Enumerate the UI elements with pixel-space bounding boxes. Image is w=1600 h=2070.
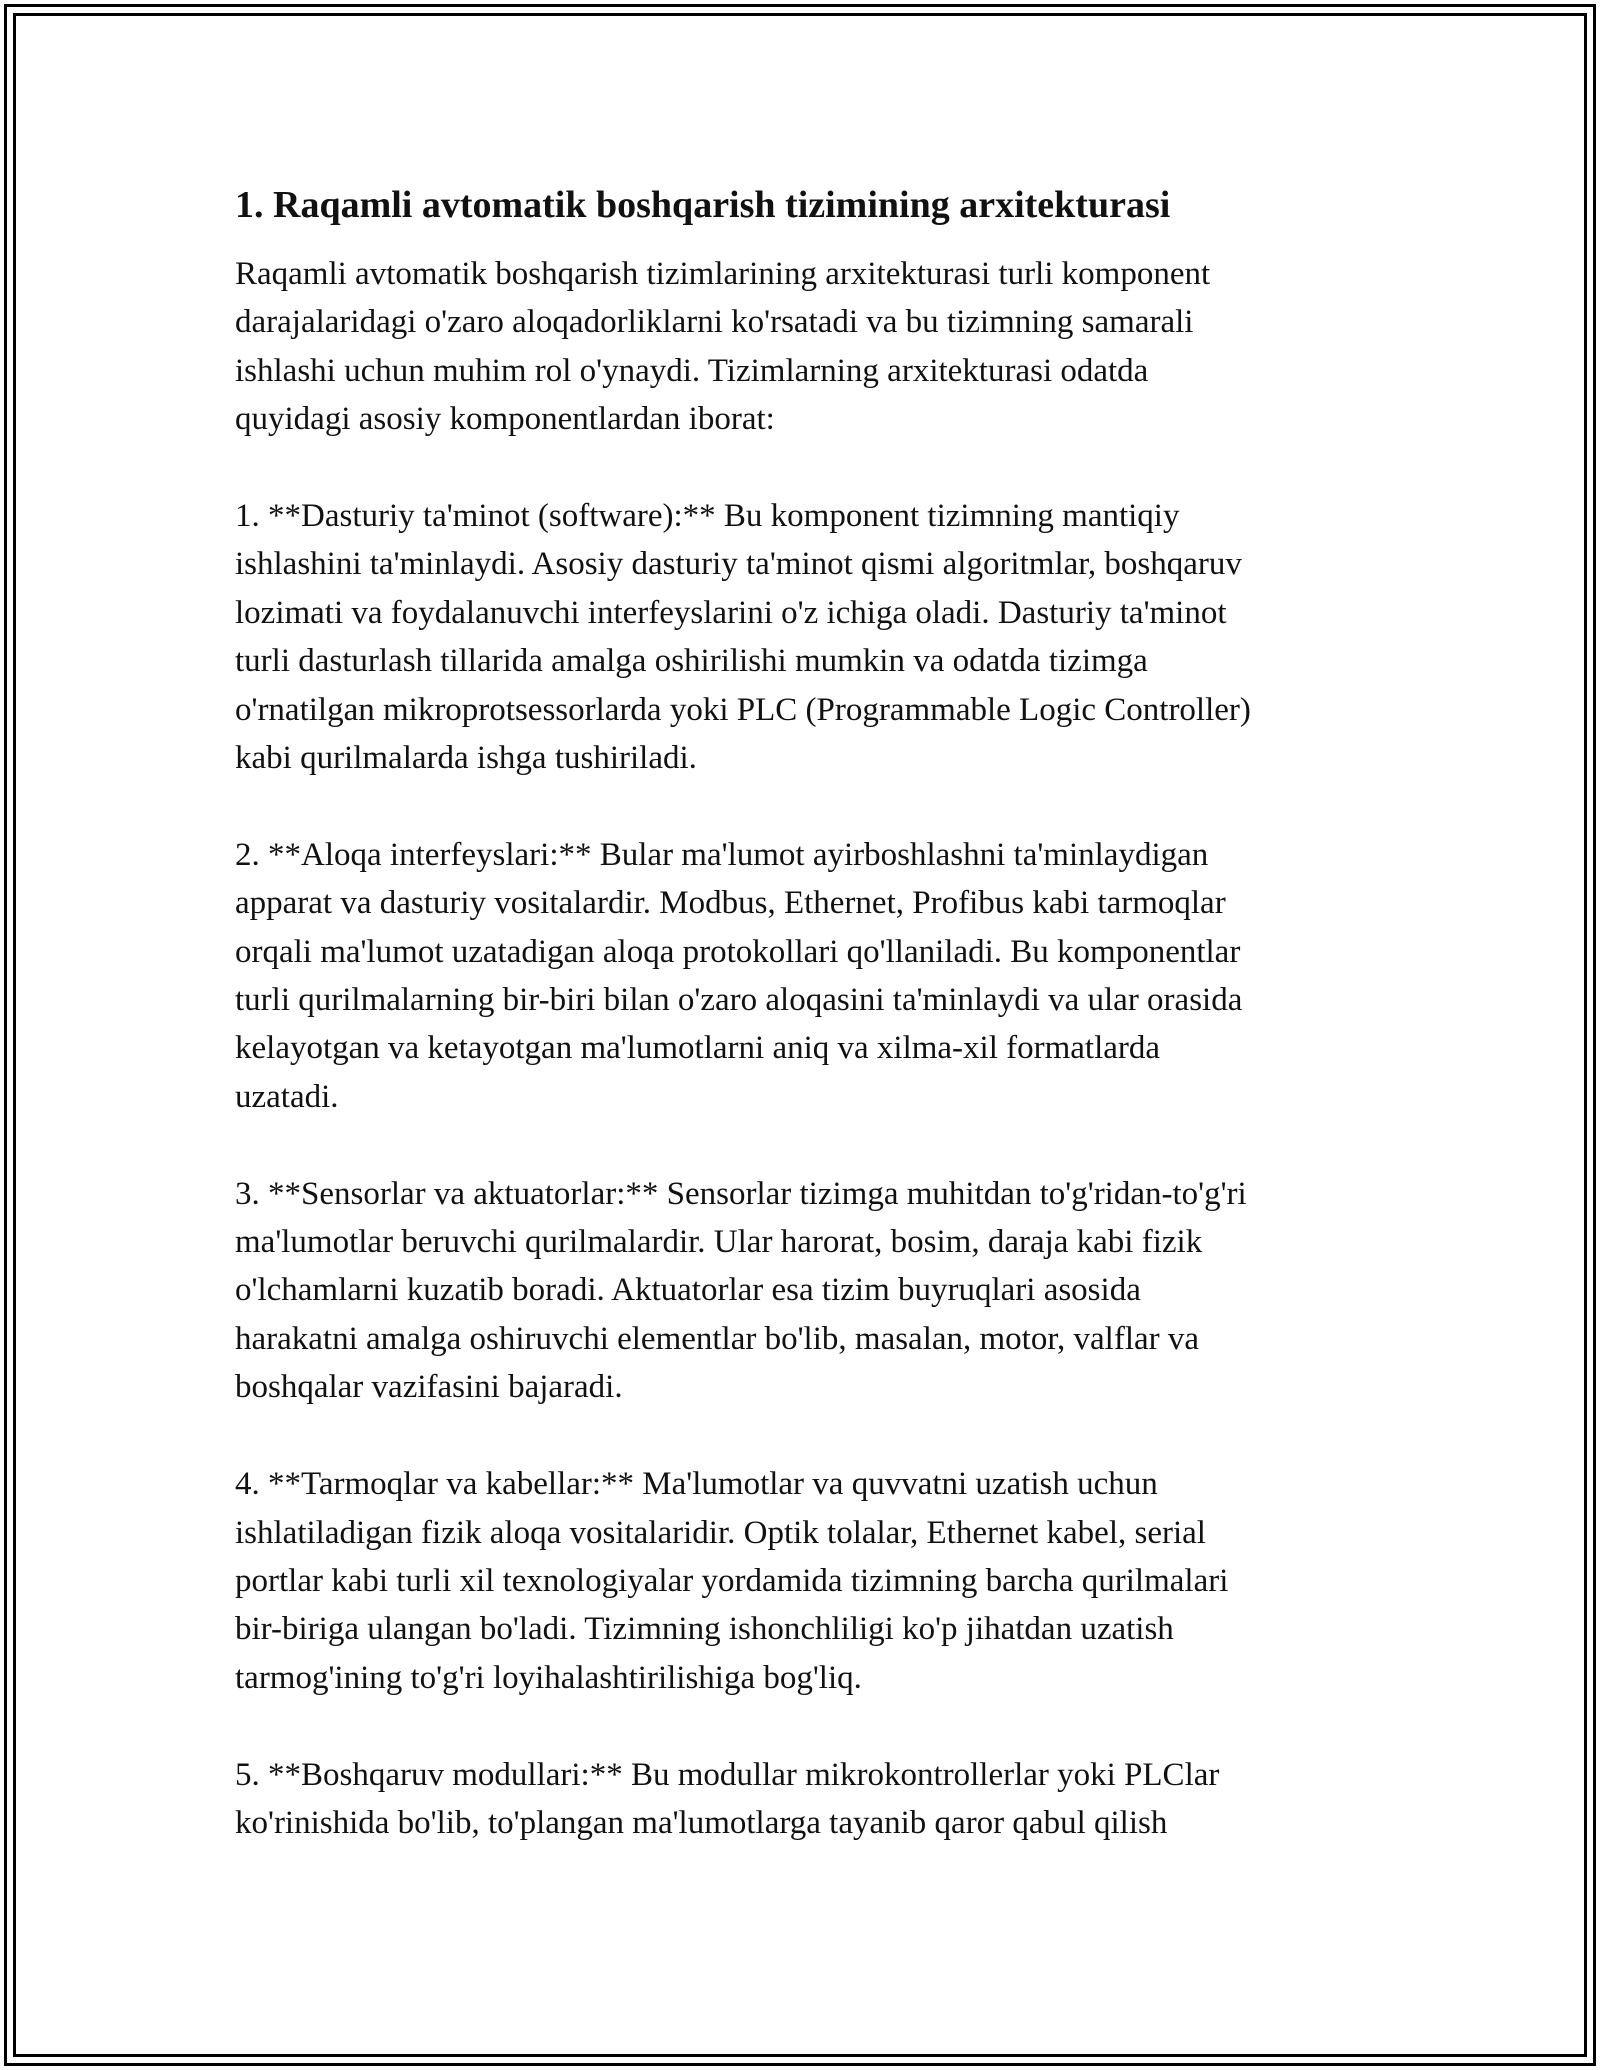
paragraph-line: bir-biriga ulangan bo'ladi. Tizimning ishonchliligi ko'p jihatdan uzatish xyxy=(235,1611,1174,1648)
paragraph-line: 2. **Aloqa interfeyslari:** Bular ma'lumot ayirboshlashni ta'minlaydigan xyxy=(235,836,1209,873)
paragraph-line: tarmog'ining to'g'ri loyihalashtirilishiga bog'liq. xyxy=(235,1659,862,1696)
paragraph-line: o'rnatilgan mikroprotsessorlarda yoki PLC (Programmable Logic Controller) xyxy=(235,691,1251,728)
paragraph-line: kabi qurilmalarda ishga tushiriladi. xyxy=(235,740,697,777)
paragraph-line: harakatni amalga oshiruvchi elementlar bo'lib, masalan, motor, valflar va xyxy=(235,1320,1200,1357)
document-title: 1. Raqamli avtomatik boshqarish tizimining arxitekturasi xyxy=(235,184,1171,226)
paragraph-line: orqali ma'lumot uzatadigan aloqa protokollari qo'llaniladi. Bu komponentlar xyxy=(235,933,1241,970)
paragraph-line: darajalaridagi o'zaro aloqadorliklarni ko'rsatadi va bu tizimning samarali xyxy=(235,304,1194,341)
paragraph-line: quyidagi asosiy komponentlardan iborat: xyxy=(235,401,775,438)
paragraph-line: turli dasturlash tillarida amalga oshirilishi mumkin va odatda tizimga xyxy=(235,643,1148,680)
paragraph-line: o'lchamlarni kuzatib boradi. Aktuatorlar esa tizim buyruqlari asosida xyxy=(235,1272,1141,1309)
item-communication-paragraph xyxy=(235,831,1375,1121)
item-networks-paragraph xyxy=(235,1460,1375,1702)
intro-paragraph xyxy=(235,250,1375,444)
paragraph-line: 1. **Dasturiy ta'minot (software):** Bu komponent tizimning mantiqiy xyxy=(235,498,1180,535)
paragraph-line: Raqamli avtomatik boshqarish tizimlarining arxitekturasi turli komponent xyxy=(235,256,1211,292)
paragraph-line: boshqalar vazifasini bajaradi. xyxy=(235,1369,623,1406)
paragraph-line: uzatadi. xyxy=(235,1078,339,1115)
paragraph-line: kelayotgan va ketayotgan ma'lumotlarni aniq va xilma-xil formatlarda xyxy=(235,1030,1161,1067)
item-control-modules-paragraph xyxy=(235,1751,1375,1848)
item-software-paragraph xyxy=(235,492,1375,782)
paragraph-line: ishlashi uchun muhim rol o'ynaydi. Tizimlarning arxitekturasi odatda xyxy=(235,352,1149,389)
paragraph-line: apparat va dasturiy vositalardir. Modbus, Ethernet, Profibus kabi tarmoqlar xyxy=(235,885,1226,922)
document-body xyxy=(235,178,1375,1896)
paragraph-line: ishlatiladigan fizik aloqa vositalaridir. Optik tolalar, Ethernet kabel, serial xyxy=(235,1514,1206,1551)
paragraph-line: ishlashini ta'minlaydi. Asosiy dasturiy ta'minot qismi algoritmlar, boshqaruv xyxy=(235,546,1242,583)
item-sensors-paragraph xyxy=(235,1170,1375,1412)
paragraph-line: ko'rinishida bo'lib, to'plangan ma'lumotlarga tayanib qaror qabul qilish xyxy=(235,1804,1168,1841)
paragraph-line: 4. **Tarmoqlar va kabellar:** Ma'lumotlar va quvvatni uzatish uchun xyxy=(235,1466,1158,1503)
paragraph-line: turli qurilmalarning bir-biri bilan o'zaro aloqasini ta'minlaydi va ular orasida xyxy=(235,982,1243,1019)
paragraph-line: lozimati va foydalanuvchi interfeyslarini o'z ichiga oladi. Dasturiy ta'minot xyxy=(235,594,1227,631)
paragraph-line: 3. **Sensorlar va aktuatorlar:** Sensorlar tizimga muhitdan to'g'ridan-to'g'ri xyxy=(235,1175,1247,1212)
paragraph-line: 5. **Boshqaruv modullari:** Bu modullar mikrokontrollerlar yoki PLClar xyxy=(235,1756,1220,1793)
paragraph-line: ma'lumotlar beruvchi qurilmalardir. Ular harorat, bosim, daraja kabi fizik xyxy=(235,1224,1203,1261)
paragraph-line: portlar kabi turli xil texnologiyalar yordamida tizimning barcha qurilmalari xyxy=(235,1562,1229,1599)
